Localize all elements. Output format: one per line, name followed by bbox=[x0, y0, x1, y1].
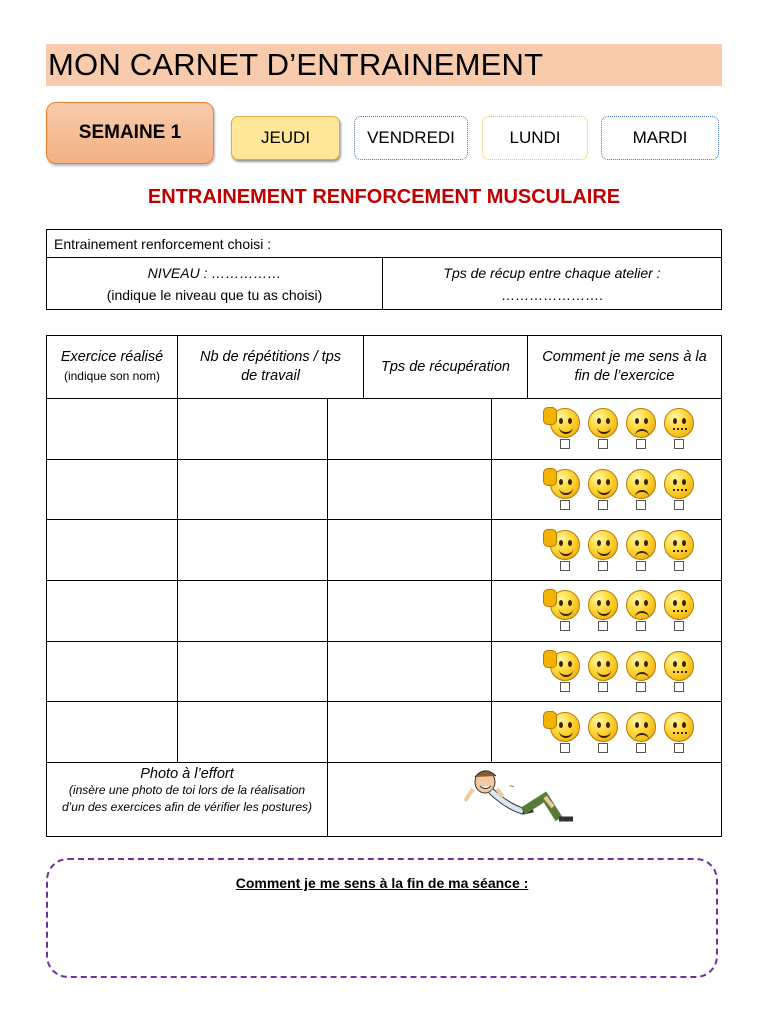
photo-cell[interactable] bbox=[328, 763, 722, 837]
thumbs-up-smiley-icon bbox=[550, 712, 580, 742]
header-recup: Tps de récupération bbox=[364, 336, 528, 399]
feeling-option bbox=[660, 590, 698, 631]
situp-illustration-icon bbox=[463, 767, 583, 833]
exhausted-smiley-icon bbox=[664, 590, 694, 620]
smiley-icon bbox=[588, 712, 618, 742]
feeling-option bbox=[660, 408, 698, 449]
feeling-checkbox[interactable] bbox=[636, 743, 646, 753]
feeling-checkbox[interactable] bbox=[598, 500, 608, 510]
feeling-option bbox=[584, 590, 622, 631]
feeling-checkbox[interactable] bbox=[560, 500, 570, 510]
exercise-rows bbox=[46, 398, 722, 763]
info-table bbox=[46, 229, 722, 310]
niveau-label: NIVEAU : …………… bbox=[147, 264, 282, 281]
feeling-option bbox=[546, 408, 584, 449]
page-banner bbox=[46, 44, 722, 86]
exhausted-smiley-icon bbox=[664, 408, 694, 438]
svg-text:~: ~ bbox=[509, 781, 515, 791]
tired-smiley-icon bbox=[626, 651, 656, 681]
feeling-checkbox[interactable] bbox=[598, 561, 608, 571]
feeling-checkbox[interactable] bbox=[598, 743, 608, 753]
exercise-name-cell[interactable] bbox=[47, 399, 178, 460]
feeling-option bbox=[660, 651, 698, 692]
table-row bbox=[47, 520, 722, 581]
exercise-name-cell[interactable] bbox=[47, 520, 178, 581]
exhausted-smiley-icon bbox=[664, 469, 694, 499]
day-tab-mardi[interactable]: MARDI bbox=[601, 116, 719, 160]
photo-hint: (insère une photo de toi lors de la réalisation d’un des exercices afin de vérifier les postures) bbox=[61, 783, 313, 814]
feeling-option bbox=[660, 712, 698, 753]
feeling-checkbox[interactable] bbox=[674, 743, 684, 753]
feeling-option bbox=[622, 712, 660, 753]
tired-smiley-icon bbox=[626, 590, 656, 620]
recup-time-cell[interactable] bbox=[328, 581, 492, 642]
recup-time-cell[interactable] bbox=[328, 702, 492, 763]
feeling-option bbox=[660, 469, 698, 510]
recup-label: Tps de récup entre chaque atelier : bbox=[443, 264, 661, 281]
tired-smiley-icon bbox=[626, 408, 656, 438]
day-tab-vendredi[interactable]: VENDREDI bbox=[354, 116, 468, 160]
photo-label-cell bbox=[47, 763, 328, 837]
reps-cell[interactable] bbox=[178, 581, 328, 642]
feeling-option bbox=[622, 530, 660, 571]
feeling-option bbox=[546, 712, 584, 753]
exercise-name-cell[interactable] bbox=[47, 641, 178, 702]
feeling-checkbox[interactable] bbox=[636, 682, 646, 692]
recup-time-cell[interactable] bbox=[328, 520, 492, 581]
feeling-checkbox[interactable] bbox=[560, 621, 570, 631]
chosen-training-field[interactable]: Entrainement renforcement choisi : bbox=[47, 230, 722, 258]
feeling-checkbox[interactable] bbox=[560, 682, 570, 692]
exercise-name-cell[interactable] bbox=[47, 459, 178, 520]
feeling-option bbox=[622, 590, 660, 631]
thumbs-up-smiley-icon bbox=[550, 590, 580, 620]
section-title: ENTRAINEMENT RENFORCEMENT MUSCULAIRE bbox=[147, 186, 621, 208]
reps-cell[interactable] bbox=[178, 702, 328, 763]
header-exercice-hint: (indique son nom) bbox=[63, 369, 161, 383]
thumbs-up-smiley-icon bbox=[550, 469, 580, 499]
header-reps: Nb de répétitions / tps de travail bbox=[178, 336, 364, 399]
feeling-option bbox=[584, 408, 622, 449]
smiley-icon bbox=[588, 408, 618, 438]
feeling-checkbox[interactable] bbox=[674, 682, 684, 692]
recup-time-cell[interactable] bbox=[328, 399, 492, 460]
feeling-checkbox[interactable] bbox=[636, 561, 646, 571]
feeling-option bbox=[584, 712, 622, 753]
feeling-option bbox=[546, 469, 584, 510]
smiley-icon bbox=[588, 469, 618, 499]
feeling-cell bbox=[492, 459, 722, 520]
header-feeling: Comment je me sens à la fin de l’exercice bbox=[528, 336, 722, 399]
feeling-option bbox=[546, 590, 584, 631]
seance-feeling-prompt: Comment je me sens à la fin de ma séance : bbox=[235, 875, 529, 891]
exercise-name-cell[interactable] bbox=[47, 581, 178, 642]
table-row bbox=[47, 459, 722, 520]
feeling-checkbox[interactable] bbox=[636, 439, 646, 449]
thumbs-up-smiley-icon bbox=[550, 651, 580, 681]
feeling-option bbox=[546, 651, 584, 692]
photo-table bbox=[46, 762, 722, 837]
thumbs-up-smiley-icon bbox=[550, 408, 580, 438]
exhausted-smiley-icon bbox=[664, 651, 694, 681]
exhausted-smiley-icon bbox=[664, 530, 694, 560]
recup-cell[interactable] bbox=[383, 258, 722, 310]
week-label: SEMAINE 1 bbox=[46, 102, 214, 164]
seance-feeling-box[interactable] bbox=[46, 858, 718, 978]
feeling-cell bbox=[492, 399, 722, 460]
feeling-checkbox[interactable] bbox=[636, 621, 646, 631]
reps-cell[interactable] bbox=[178, 520, 328, 581]
feeling-cell bbox=[492, 702, 722, 763]
niveau-cell[interactable] bbox=[47, 258, 383, 310]
tired-smiley-icon bbox=[626, 469, 656, 499]
feeling-checkbox[interactable] bbox=[674, 561, 684, 571]
reps-cell[interactable] bbox=[178, 641, 328, 702]
feeling-checkbox[interactable] bbox=[598, 682, 608, 692]
recup-dots: …………………. bbox=[501, 286, 603, 303]
feeling-checkbox[interactable] bbox=[598, 439, 608, 449]
feeling-cell bbox=[492, 641, 722, 702]
day-tab-lundi[interactable]: LUNDI bbox=[482, 116, 588, 160]
header-exercice bbox=[47, 336, 178, 399]
feeling-option bbox=[584, 530, 622, 571]
table-row bbox=[47, 641, 722, 702]
feeling-option bbox=[622, 408, 660, 449]
smiley-icon bbox=[588, 590, 618, 620]
reps-cell[interactable] bbox=[178, 399, 328, 460]
feeling-checkbox[interactable] bbox=[560, 439, 570, 449]
exercise-name-cell[interactable] bbox=[47, 702, 178, 763]
feeling-checkbox[interactable] bbox=[560, 743, 570, 753]
page-title: MON CARNET D’ENTRAINEMENT bbox=[48, 47, 544, 82]
header-exercice-label: Exercice réalisé bbox=[60, 349, 164, 365]
feeling-checkbox[interactable] bbox=[674, 621, 684, 631]
feeling-checkbox[interactable] bbox=[674, 439, 684, 449]
table-row bbox=[47, 702, 722, 763]
table-row bbox=[47, 581, 722, 642]
feeling-option bbox=[584, 651, 622, 692]
photo-title: Photo à l’effort bbox=[140, 766, 234, 782]
reps-cell[interactable] bbox=[178, 459, 328, 520]
exercise-table bbox=[46, 335, 722, 399]
exhausted-smiley-icon bbox=[664, 712, 694, 742]
tired-smiley-icon bbox=[626, 712, 656, 742]
feeling-checkbox[interactable] bbox=[560, 561, 570, 571]
thumbs-up-smiley-icon bbox=[550, 530, 580, 560]
feeling-cell bbox=[492, 520, 722, 581]
day-tab-jeudi[interactable]: JEUDI bbox=[231, 116, 340, 160]
feeling-checkbox[interactable] bbox=[674, 500, 684, 510]
feeling-option bbox=[660, 530, 698, 571]
feeling-option bbox=[622, 469, 660, 510]
smiley-icon bbox=[588, 530, 618, 560]
feeling-checkbox[interactable] bbox=[598, 621, 608, 631]
recup-time-cell[interactable] bbox=[328, 459, 492, 520]
feeling-checkbox[interactable] bbox=[636, 500, 646, 510]
feeling-option bbox=[584, 469, 622, 510]
tired-smiley-icon bbox=[626, 530, 656, 560]
recup-time-cell[interactable] bbox=[328, 641, 492, 702]
feeling-option bbox=[622, 651, 660, 692]
smiley-icon bbox=[588, 651, 618, 681]
table-row bbox=[47, 399, 722, 460]
niveau-hint: (indique le niveau que tu as choisi) bbox=[106, 286, 323, 303]
feeling-option bbox=[546, 530, 584, 571]
feeling-cell bbox=[492, 581, 722, 642]
